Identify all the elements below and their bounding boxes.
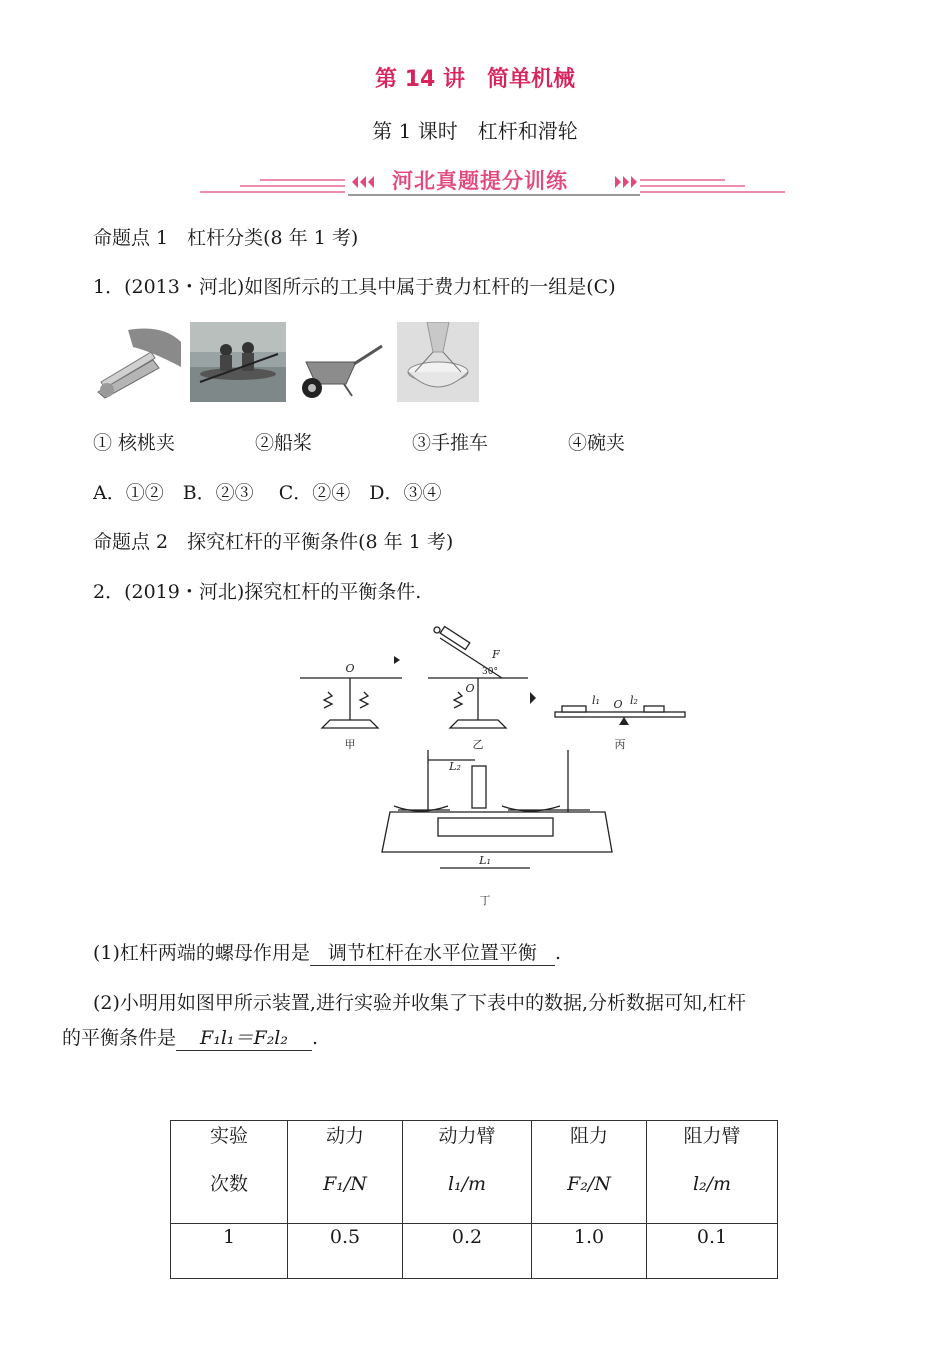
label-o-jia: O [345,662,355,675]
data-table [170,1120,778,1279]
question1-stem: 1．(2013・河北)如图所示的工具中属于费力杠杆的一组是(C) [93,276,616,298]
tool-label-1: ① 核桃夹 [93,432,176,454]
table-header-cell: 动力臂 l₁/m [403,1121,532,1224]
table-cell: 0.1 [647,1224,778,1279]
section1-heading: 命题点 1 杠杆分类(8 年 1 考) [93,227,359,249]
subquestion-2-line1: (2)小明用如图甲所示装置,进行实验并收集了下表中的数据,分析数据可知,杠杆 [93,992,747,1014]
question1-options: A．①② B．②③ C．②④ D．③④ [93,482,442,504]
section2-heading: 命题点 2 探究杠杆的平衡条件(8 年 1 考) [93,531,454,553]
walnut-cracker-image [93,322,183,402]
answer-2: F₁l₁＝F₂l₂ [176,1023,312,1051]
table-header-cell: 阻力臂 l₂/m [647,1121,778,1224]
table-cell: 0.2 [403,1224,532,1279]
bowl-clamp-image [397,322,479,402]
label-jia: 甲 [344,738,356,751]
wheelbarrow-image [294,322,386,402]
label-L2: L₂ [449,760,461,773]
table-header-row [171,1121,778,1224]
label-angle: 30° [482,667,498,677]
lever-experiment-figure [290,620,700,910]
answer-1: 调节杠杆在水平位置平衡 [310,938,555,966]
table-cell: 0.5 [288,1224,403,1279]
table-header-cell: 阻力 F₂/N [532,1121,647,1224]
label-bing: 丙 [614,738,626,751]
table-header-cell: 实验 次数 [171,1121,288,1224]
tool-label-3: ③手推车 [412,432,489,454]
label-f: F [492,648,500,661]
label-L1: L₁ [479,854,491,867]
banner-label: 河北真题提分训练 [392,169,568,193]
label-o-bing: O [613,698,623,711]
table-cell: 1.0 [532,1224,647,1279]
page-title: 第 14 讲 简单机械 [375,67,575,92]
tool-label-4: ④碗夹 [568,432,626,454]
question2-stem: 2．(2019・河北)探究杠杆的平衡条件. [93,581,422,603]
subquestion-1: (1)杠杆两端的螺母作用是 调节杠杆在水平位置平衡 . [93,938,561,966]
subquestion-2-line2: 的平衡条件是 F₁l₁＝F₂l₂ . [62,1023,318,1051]
label-yi: 乙 [472,738,484,751]
tool-label-2: ②船桨 [255,432,313,454]
label-ding: 丁 [479,894,491,907]
table-cell: 1 [171,1224,288,1279]
label-l2: l₂ [630,694,638,707]
paddle-image [190,322,286,402]
table-row [171,1224,778,1279]
label-o-yi: O [465,682,475,695]
label-l1: l₁ [592,694,600,707]
table-header-cell: 动力 F₁/N [288,1121,403,1224]
page-subtitle: 第 1 课时 杠杆和滑轮 [372,119,578,143]
